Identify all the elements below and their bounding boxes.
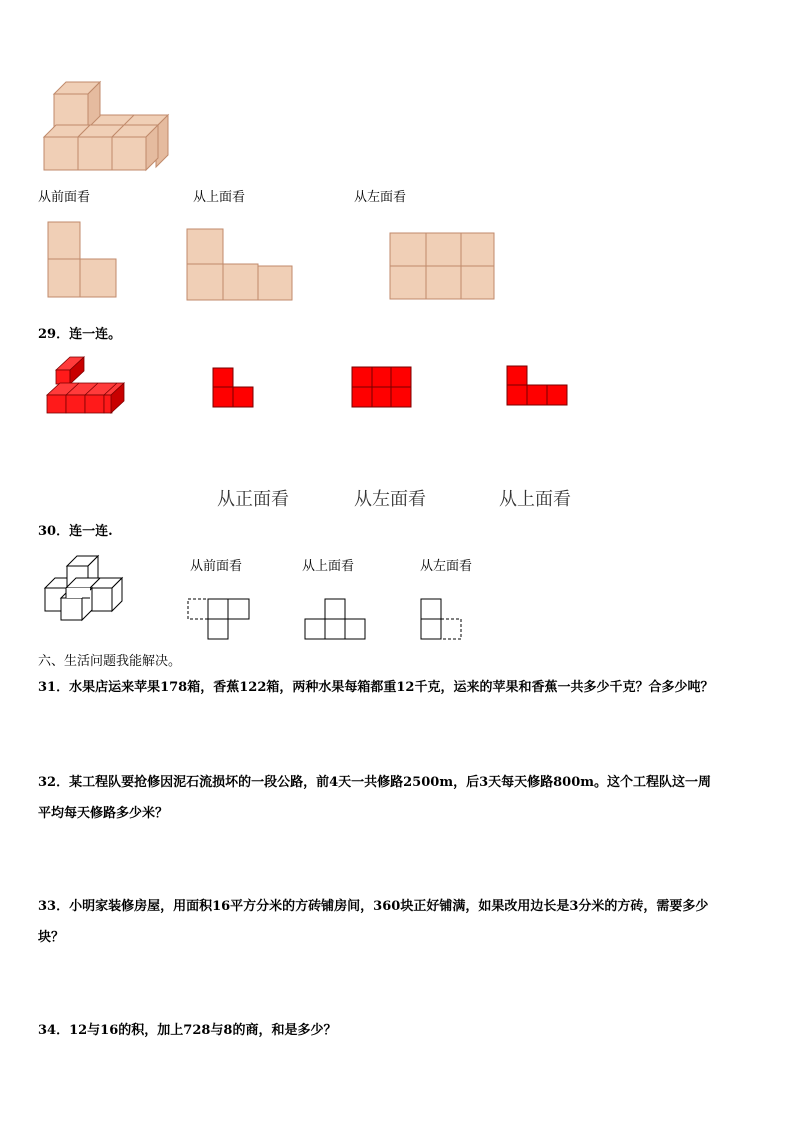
q29-title: 29．连一连。 <box>38 327 122 342</box>
view-label-front: 从前面看 <box>38 190 91 205</box>
q29-label-left: 从左面看 <box>354 489 426 510</box>
q33-line2: 块？ <box>38 930 65 945</box>
view-label-top: 从上面看 <box>193 190 246 205</box>
q29-label-top: 从上面看 <box>499 489 571 510</box>
q32-line2: 平均每天修路多少米？ <box>38 806 169 821</box>
q31-text: 31．水果店运来苹果178箱，香蕉122箱，两种水果每箱都重12千克，运来的苹果和香蕉一共多少千克？合多少吨？ <box>38 680 714 695</box>
view-label-left: 从左面看 <box>354 190 407 205</box>
q33-line1: 33．小明家装修房屋，用面积16平方分米的方砖铺房间，360块正好铺满，如果改用边长是3分米的方砖，需要多少 <box>38 899 709 914</box>
q30-label-front: 从前面看 <box>190 559 243 574</box>
q30-title: 30．连一连. <box>38 524 113 539</box>
q32-line1: 32．某工程队要抢修因泥石流损坏的一段公路，前4天一共修路2500m，后3天每天修路800m。这个工程队这一周 <box>38 775 712 790</box>
q30-label-left: 从左面看 <box>420 559 473 574</box>
q30-label-top: 从上面看 <box>302 559 355 574</box>
q34-text: 34．12与16的积，加上728与8的商，和是多少？ <box>38 1023 337 1038</box>
section6-title: 六、生活问题我能解决。 <box>38 654 182 669</box>
q29-label-front: 从正面看 <box>217 489 289 510</box>
